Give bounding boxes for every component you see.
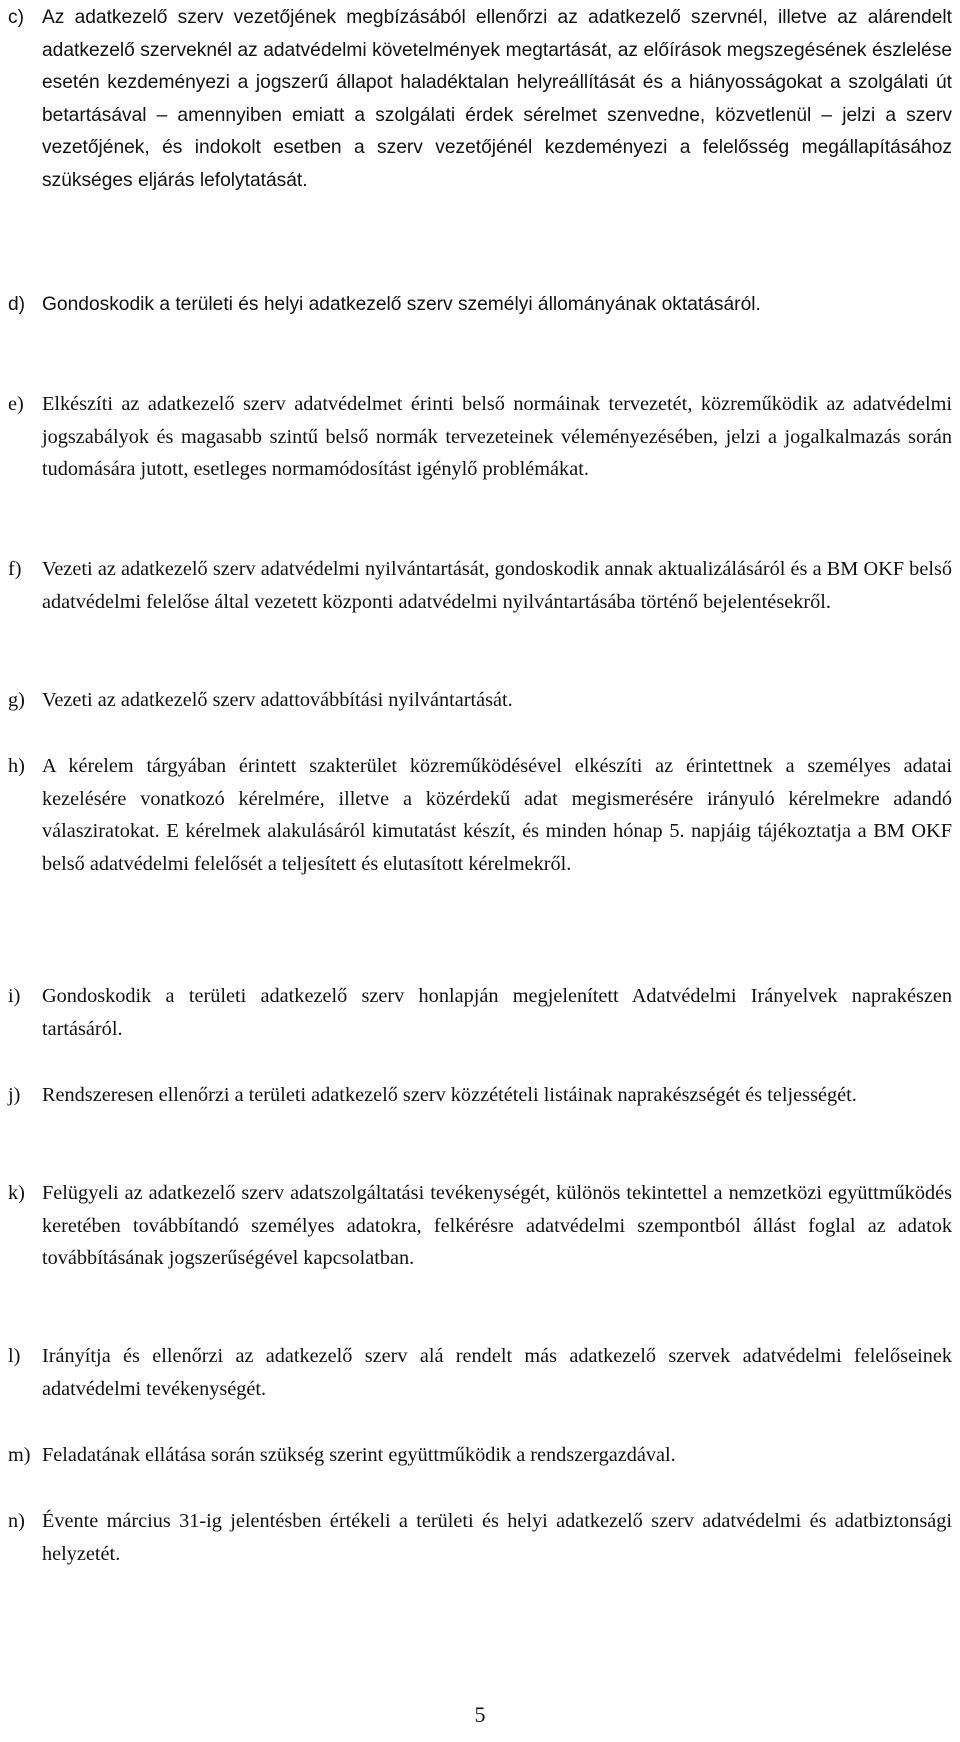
list-item-c: [8, 2, 952, 197]
item-text: Vezeti az adatkezelő szerv adatvédelmi nyilvántartását, gondoskodik annak aktualizálásáról és a BM OKF belső adatvédelmi felelőse által vezetett központi adatvédelmi nyilvántartásába történő bejelentésekről.: [42, 558, 952, 613]
item-text: A kérelem tárgyában érintett szakterület közreműködésével elkészíti az érintettnek a személyes adatai kezelésére vonatkozó kérelmére, illetve a közérdekű adat megismerésére irányuló kérelmekre adandó válasziratokat. E kérelmek alakulásáról kimutatást készít, és minden hónap 5. napjáig tájékoztatja a BM OKF belső adatvédelmi felelősét a teljesített és elutasított kérelmekről.: [42, 755, 952, 875]
list-item-i: [8, 980, 952, 1045]
item-text: Évente március 31-ig jelentésben értékeli a területi és helyi adatkezelő szerv adatvédelmi és adatbiztonsági helyzetét.: [42, 1510, 952, 1565]
item-text: Elkészíti az adatkezelő szerv adatvédelmet érinti belső normáinak tervezetét, közreműködik az adatvédelmi jogszabályok és magasabb szintű belső normák tervezeteinek véleményezésében, jelzi a jogalkalmazás során tudomására jutott, esetleges normamódosítást igénylő problémákat.: [42, 393, 952, 480]
item-text: Felügyeli az adatkezelő szerv adatszolgáltatási tevékenységét, különös tekintettel a nemzetközi együttműködés keretében továbbítandó személyes adatokra, felkérésre adatvédelmi szempontból állást foglal az adatok továbbításának jogszerűségével kapcsolatban.: [42, 1182, 952, 1269]
list-item-g: [8, 684, 952, 717]
item-text: Feladatának ellátása során szükség szerint együttműködik a rendszergazdával.: [42, 1444, 676, 1466]
list-item-f: [8, 553, 952, 618]
item-letter: m): [8, 1444, 31, 1466]
item-letter: j): [8, 1084, 21, 1106]
item-letter: n): [8, 1510, 25, 1532]
list-item-h: [8, 750, 952, 880]
item-letter: c): [8, 7, 24, 28]
item-text: Rendszeresen ellenőrzi a területi adatkezelő szerv közzétételi listáinak naprakészségét és teljességét.: [42, 1084, 857, 1106]
list-item-e: [8, 388, 952, 486]
list-item-n: [8, 1505, 952, 1570]
item-letter: k): [8, 1182, 25, 1204]
list-item-d: [8, 289, 952, 322]
item-letter: i): [8, 985, 21, 1007]
list-item-j: [8, 1079, 952, 1112]
item-text: Irányítja és ellenőrzi az adatkezelő szerv alá rendelt más adatkezelő szervek adatvédelmi felelőseinek adatvédelmi tevékenységét.: [42, 1345, 952, 1400]
item-letter: e): [8, 393, 24, 415]
item-letter: l): [8, 1345, 21, 1367]
item-text: Gondoskodik a területi és helyi adatkezelő szerv személyi állományának oktatásáról.: [42, 294, 761, 315]
item-text: Gondoskodik a területi adatkezelő szerv honlapján megjelenített Adatvédelmi Irányelvek naprakészen tartásáról.: [42, 985, 952, 1040]
item-letter: f): [8, 558, 22, 580]
list-item-m: [8, 1439, 952, 1472]
item-letter: d): [8, 294, 26, 315]
list-item-k: [8, 1177, 952, 1275]
item-text: Vezeti az adatkezelő szerv adattovábbítási nyilvántartását.: [42, 689, 513, 711]
item-letter: g): [8, 689, 25, 711]
item-text: Az adatkezelő szerv vezetőjének megbízásából ellenőrzi az adatkezelő szervnél, illetve az alárendelt adatkezelő szerveknél az adatvédelmi követelmények megtartását, az előírások megszegésének észlelése esetén kezdeményezi a jogszerű állapot haladéktalan helyreállítását és a hiányosságokat a szolgálati út betartásával – amennyiben emiatt a szolgálati érdek sérelmet szenvedne, közvetlenül – jelzi a szerv vezetőjének, és indokolt esetben a szerv vezetőjénél kezdeményezi a felelősség megállapításához szükséges eljárás lefolytatását.: [42, 7, 952, 191]
page-number: 5: [474, 1702, 486, 1727]
list-item-l: [8, 1340, 952, 1405]
item-letter: h): [8, 755, 25, 777]
